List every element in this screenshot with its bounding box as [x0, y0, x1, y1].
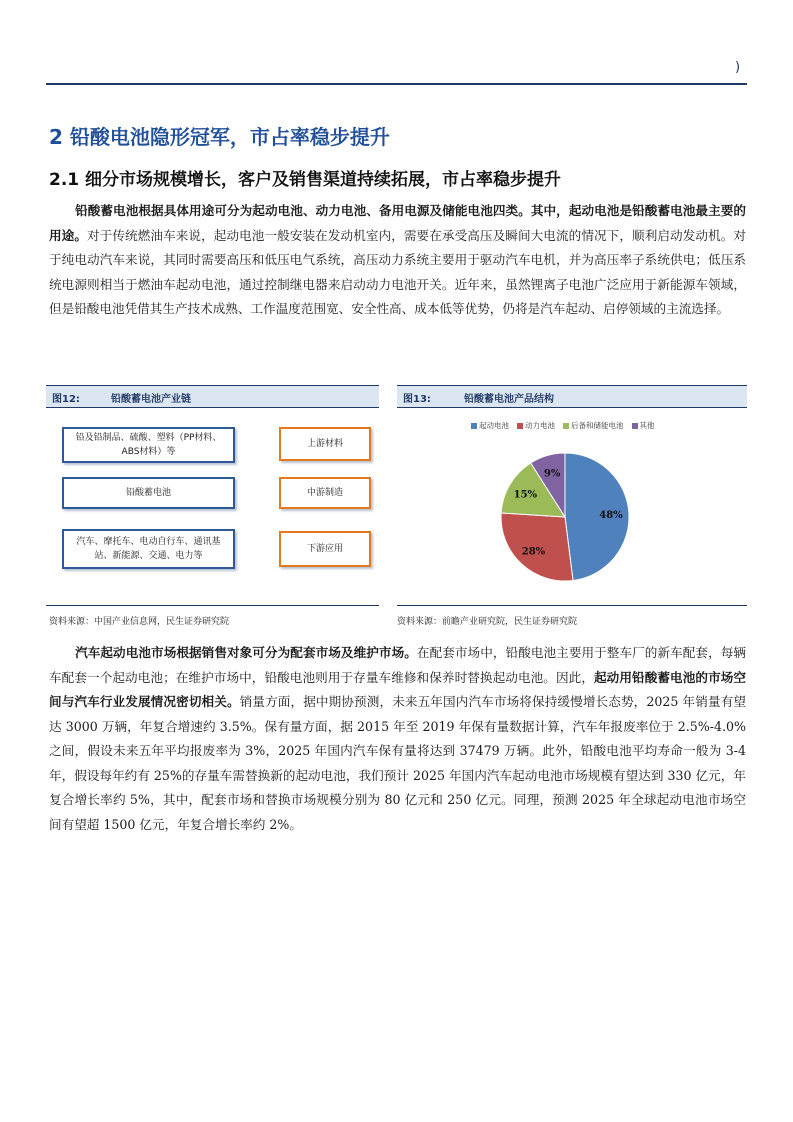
chain-stage-midstream: 中游制造: [279, 477, 371, 509]
legend-label: 后备和储能电池: [571, 421, 624, 430]
legend-item: [563, 420, 624, 431]
legend-item: [632, 420, 655, 431]
figure-12-source: 资料来源：中国产业信息网，民生证券研究院: [49, 617, 230, 627]
legend-label: 动力电池: [525, 421, 555, 430]
subsection-title: 2.1 细分市场规模增长，客户及销售渠道持续拓展，市占率稳步提升: [49, 170, 562, 190]
paragraph-2-bold-1: 汽车起动电池市场根据销售对象可分为配套市场及维护市场。: [75, 645, 417, 660]
figure-13-title: 铅酸蓄电池产品结构: [464, 394, 554, 405]
figure-12-header: [46, 385, 379, 408]
header-rule: [46, 83, 747, 85]
pie-label-4: 9%: [543, 468, 561, 480]
figure-13-header: [397, 385, 747, 408]
legend-item: [471, 420, 509, 431]
chain-box-downstream-apps: 汽车、摩托车、电动自行车、通讯基站、新能源、交通、电力等: [62, 529, 235, 569]
figure-12-title: 铅酸蓄电池产业链: [111, 394, 191, 405]
legend-label: 其他: [639, 421, 655, 430]
legend-label: 起动电池: [479, 421, 509, 430]
chain-box-upstream-materials: 铅及铅制品、硫酸、塑料（PP材料、ABS材料）等: [62, 427, 235, 463]
paragraph-1: [49, 199, 746, 322]
legend-item: [517, 420, 555, 431]
paragraph-1-text: 对于传统燃油车来说，起动电池一般安装在发动机室内，需要在承受高压及瞬间大电流的情况下，顺利启动发动机。对于纯电动汽车来说，其同时需要高压和低压电气系统，高压动力系统主要用于驱动汽车电机，并为高压率子系统供电；低压系统电源则相当于燃油车起动电池，通过控制继电器来启动动力电池开关。近年来，虽然锂离子电池广泛应用于新能源车领域，但是铅酸电池凭借其生产技术成熟、工作温度范围宽、安全性高、成本低等优势，仍将是汽车起动、启停领域的主流选择。: [49, 227, 747, 316]
legend-swatch: [563, 423, 569, 429]
pie-chart-container: [480, 432, 650, 602]
pie-label-3: 15%: [513, 489, 538, 501]
legend-swatch: [517, 423, 523, 429]
figure-13-number: 图13:: [403, 394, 431, 405]
paragraph-1-bold: 铅酸蓄电池根据具体用途可分为起动电池、动力电池、备用电源及储能电池四类。其中，起动电池是铅酸蓄电池最主要的用途。: [49, 203, 746, 243]
header-mark: ): [735, 60, 741, 75]
paragraph-2: [49, 641, 746, 837]
figure-12-number: 图12:: [52, 394, 80, 405]
pie-legend: [471, 420, 711, 431]
figure-12-source-rule: [46, 605, 379, 606]
pie-chart: [480, 432, 650, 602]
figure-13-source: 资料来源：前瞻产业研究院，民生证券研究院: [397, 617, 578, 627]
pie-label-2: 28%: [521, 546, 546, 558]
paragraph-2-text-1: 在配套市场中，铅酸电池主要用于整车厂的新车配套，每辆车配套一个起动电池；在维护市场中，铅酸电池则用于存量车维修和保养时替换起动电池。因此，: [49, 645, 747, 685]
pie-label-1: 48%: [599, 510, 623, 522]
paragraph-2-text-2: 销量方面，据中期协预测，未来五年国内汽车市场将保持缓慢增长态势，2025 年销量有望达 3000 万辆，年复合增速约 3.5%。保有量方面，据 2015 年至 2019 年保有量数据计算，汽车年报废率位于 2.5%-4.0%之间，假设未来五年平均报废率为 3%，2025 年国内汽车保有量将达到 37479 万辆。此外，铅酸电池平均寿命一般为 3-4 年，假设每年约有 25%的存量车需替换新的起动电池，我们预计 2025 年国内汽车起动电池市场规模有望达到 330 亿元，年复合增长率约 5%，其中，配套市场和替换市场规模分别为 80 亿元和 250 亿元。同理，预测 2025 年全球起动电池市场空间有望超 1500 亿元，年复合增长率约 2%。: [49, 694, 746, 832]
legend-swatch: [632, 423, 638, 429]
figure-13-source-rule: [397, 605, 747, 606]
chain-stage-upstream: 上游材料: [279, 427, 371, 461]
chain-stage-downstream: 下游应用: [279, 531, 371, 567]
paragraph-2-bold-2: 起动用铅酸蓄电池的市场空间与汽车行业发展情况密切相关。: [49, 669, 747, 709]
chain-box-lead-acid-battery: 铅酸蓄电池: [62, 477, 235, 509]
legend-swatch: [471, 423, 477, 429]
section-title: 2 铅酸电池隐形冠军，市占率稳步提升: [49, 125, 390, 149]
